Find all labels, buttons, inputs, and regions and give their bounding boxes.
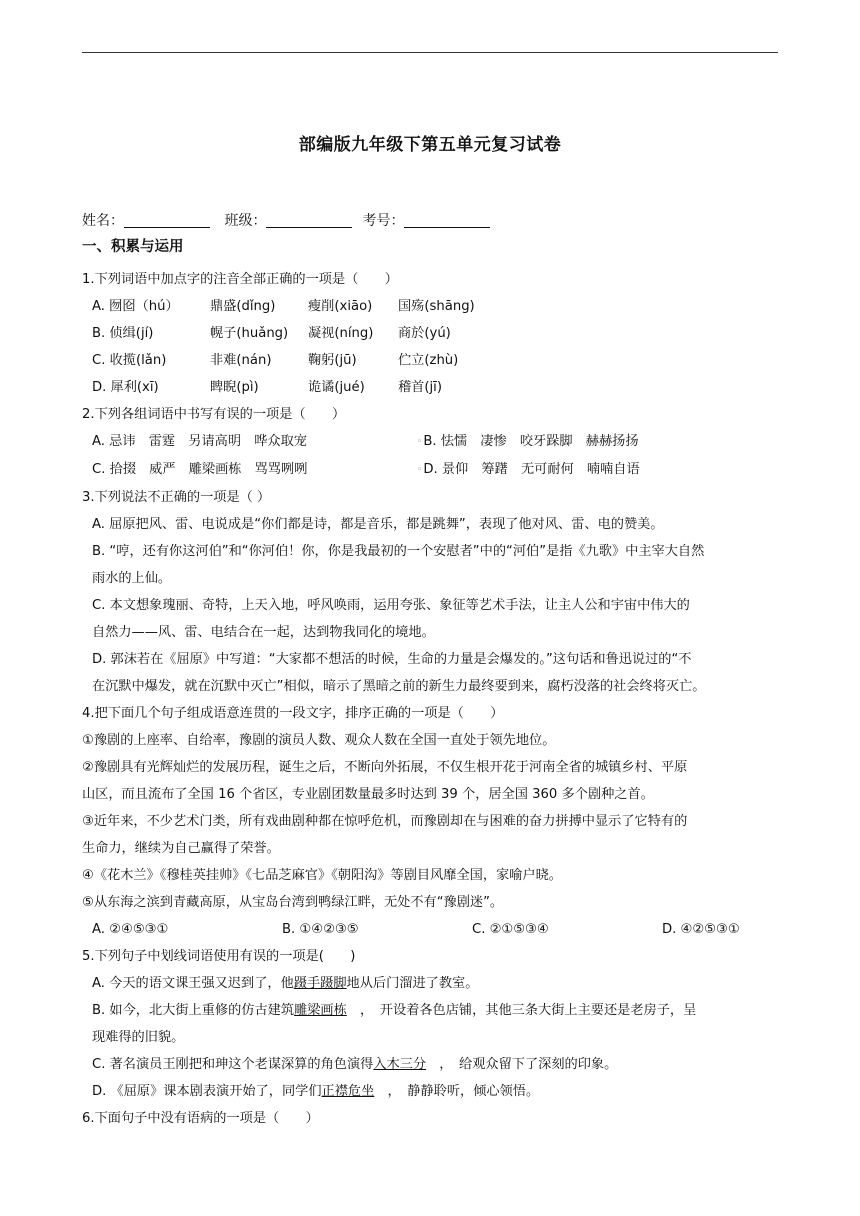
option-a: A. 屈原把风、雷、电说成是“你们都是诗，都是音乐，都是跳舞”，表现了他对风、雷、电的赞美。 [92, 517, 664, 532]
option-row [92, 456, 782, 484]
option-c: C. 拾掇 威严 雕梁画栋 骂骂咧咧 [92, 462, 308, 477]
option-c-cont: 自然力——风、雷、电结合在一起，达到物我同化的境地。 [92, 625, 435, 640]
exam-label: 考号： [362, 213, 405, 229]
question-stem: 2.下列各组词语中书写有误的一项是（ ） [82, 407, 346, 422]
name-label: 姓名： [82, 213, 124, 229]
question-4 [82, 700, 782, 943]
question-stem: 3.下列说法不正确的一项是（ ） [82, 490, 271, 505]
option-text: ， 给观众留下了深刻的印象。 [426, 1057, 618, 1072]
option-item: 鞠躬(jū) [308, 353, 357, 368]
option-text: C. 著名演员王刚把和珅这个老谋深算的角色演得 [92, 1057, 374, 1072]
option-item: 稽首(jī) [398, 380, 442, 395]
question-1 [82, 266, 782, 401]
option-item: 非难(nán) [210, 353, 272, 368]
question-6 [82, 1105, 782, 1132]
option-item: 国殇(shāng) [398, 299, 475, 314]
sentence-1: ①豫剧的上座率、自给率，豫剧的演员人数、观众人数在全国一直处于领先地位。 [82, 733, 556, 748]
option-item: 伫立(zhù) [398, 353, 459, 368]
marker-icon: ◦ [417, 465, 423, 475]
option-a: A. ②④⑤③① [92, 922, 169, 937]
option-item: 幌子(huǎng) [210, 326, 289, 341]
exam-blank[interactable] [404, 213, 490, 228]
option-b-cont: 雨水的上仙。 [92, 571, 172, 586]
option-item: 商於(yú) [398, 326, 451, 341]
sentence-4: ④《花木兰》《穆桂英挂帅》《七品芝麻官》《朝阳沟》等剧目风靡全国，家喻户晓。 [82, 868, 562, 883]
option-item: B. 侦缉(jí) [92, 326, 154, 341]
option-item: D. 犀利(xī) [92, 380, 159, 395]
option-text: 地从后门溜进了教室。 [346, 976, 479, 991]
option-item: C. 收揽(lǎn) [92, 353, 167, 368]
sentence-3-cont: 生命力，继续为自己赢得了荣誉。 [82, 841, 280, 856]
question-stem: 6.下面句子中没有语病的一项是（ ） [82, 1111, 319, 1126]
option-item: 凝视(níng) [308, 326, 374, 341]
option-c: C. 本文想象瑰丽、奇特，上天入地，呼风唤雨，运用夸张、象征等艺术手法，让主人公和宇宙中伟大的 [92, 598, 690, 613]
option-text: D. 《屈原》课本剧表演开始了，同学们 [92, 1084, 322, 1099]
sentence-2-cont: 山区，而且流布了全国 16 个省区，专业剧团数量最多时达到 39 个，居全国 360 多个剧种之首。 [82, 787, 654, 802]
option-item: 诡谲(jué) [308, 380, 365, 395]
sentence-5: ⑤从东海之滨到青藏高原，从宝岛台湾到鸭绿江畔，无处不有“豫剧迷”。 [82, 895, 504, 910]
student-info-line [82, 210, 500, 230]
option-b: B. 怯懦 凄惨 咬牙跺脚 赫赫扬扬 [423, 434, 639, 449]
option-item: 瘦削(xiāo) [308, 299, 373, 314]
question-stem: 1.下列词语中加点字的注音全部正确的一项是（ ） [82, 272, 398, 287]
option-b [92, 320, 782, 347]
option-b [92, 997, 782, 1024]
option-item: 睥睨(pì) [210, 380, 259, 395]
section-heading: 一、积累与运用 [82, 239, 184, 255]
option-c [92, 1051, 782, 1078]
option-text: A. 今天的语文课王强又迟到了，他 [92, 976, 294, 991]
option-d [92, 374, 782, 401]
sentence-3: ③近年来，不少艺术门类，所有戏曲剧种都在惊呼危机，而豫剧却在与困难的奋力拼搏中显示了它特有的 [82, 814, 688, 829]
option-b: B. ①④②③⑤ [282, 922, 359, 937]
underlined-term: 正襟危坐 [321, 1084, 375, 1099]
class-blank[interactable] [266, 213, 352, 228]
option-c [92, 347, 782, 374]
option-c: C. ②①⑤③④ [472, 922, 549, 937]
option-a [92, 970, 782, 997]
question-5 [82, 943, 782, 1105]
option-row [92, 428, 782, 456]
question-3 [82, 484, 782, 700]
option-d: D. 郭沫若在《屈原》中写道：“大家都不想活的时候，生命的力量是会爆发的。”这句话和鲁迅说过的“不 [92, 652, 692, 667]
option-d: D. ④②⑤③① [662, 922, 740, 937]
option-d: D. 景仰 筹躇 无可耐何 喃喃自语 [423, 462, 640, 477]
question-stem: 4.把下面几个句子组成语意连贯的一段文字，排序正确的一项是（ ） [82, 706, 504, 721]
option-text: ， 开设着各色店铺，其他三条大街上主要还是老房子，呈 [346, 1003, 697, 1018]
name-blank[interactable] [124, 213, 210, 228]
question-2 [82, 401, 782, 484]
option-d [92, 1078, 782, 1105]
underlined-term: 蹑手蹑脚 [293, 976, 347, 991]
option-item: 鼎盛(dǐng) [210, 299, 276, 314]
page-title: 部编版九年级下第五单元复习试卷 [298, 135, 562, 155]
option-item: A. 囫囵（hú） [92, 299, 179, 314]
option-b: B. “哼，还有你这河伯”和“你河伯！你，你是我最初的一个安慰者”中的“河伯”是指《九歌》中主宰大自然 [92, 544, 705, 559]
option-d-cont: 在沉默中爆发，就在沉默中灭亡”相似，暗示了黑暗之前的新生力最终要到来，腐朽没落的社会终将灭亡。 [92, 679, 706, 694]
marker-icon: ◦ [417, 437, 423, 447]
header-rule [82, 52, 778, 53]
option-text: B. 如今，北大街上重修的仿古建筑 [92, 1003, 295, 1018]
option-a: A. 忌讳 雷霆 另请高明 哗众取宠 [92, 434, 307, 449]
option-row [92, 916, 782, 943]
underlined-term: 入木三分 [373, 1057, 427, 1072]
class-label: 班级： [224, 213, 267, 229]
option-text: ， 静静聆听，倾心领悟。 [374, 1084, 540, 1099]
question-list [82, 266, 782, 1132]
question-stem: 5.下列句子中划线词语使用有误的一项是( ) [82, 949, 356, 964]
option-a [92, 293, 782, 320]
option-b-cont: 现难得的旧貌。 [92, 1030, 185, 1045]
sentence-2: ②豫剧具有光辉灿烂的发展历程，诞生之后，不断向外拓展，不仅生根开花于河南全省的城镇乡村、平原 [82, 760, 688, 775]
underlined-term: 雕梁画栋 [294, 1003, 347, 1018]
